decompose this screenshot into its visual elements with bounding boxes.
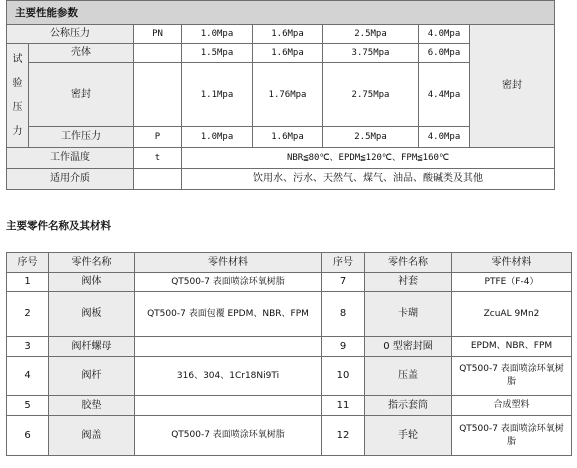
table-row <box>7 357 572 396</box>
shell-value: 6.0Mpa <box>419 44 470 63</box>
cell-part: 衬套 <box>365 273 452 292</box>
seal-label: 密封 <box>29 63 134 127</box>
cell-material: 316、304、1Cr18Ni9Ti <box>135 357 322 396</box>
pn-label: 公称压力 <box>7 25 134 44</box>
header-index: 序号 <box>322 253 365 273</box>
cell-index: 4 <box>7 357 49 396</box>
performance-title: 主要性能参数 <box>7 1 555 25</box>
header-index: 序号 <box>7 253 49 273</box>
shell-value: 1.6Mpa <box>253 44 323 63</box>
cell-material: QT500-7 表面喷涂环氧树脂 <box>452 416 572 456</box>
pn-value: 4.0Mpa <box>419 25 470 44</box>
table-row <box>7 396 572 416</box>
seal-value: 1.76Mpa <box>253 63 323 127</box>
seal-value: 1.1Mpa <box>182 63 253 127</box>
seal-code <box>134 63 182 127</box>
cell-material <box>135 396 322 416</box>
cell-index: 5 <box>7 396 49 416</box>
shell-value: 3.75Mpa <box>323 44 419 63</box>
cell-index: 7 <box>322 273 365 292</box>
cell-part: 卡瑚 <box>365 292 452 337</box>
cell-part: 0 型密封圈 <box>365 337 452 357</box>
work-temp-label: 工作温度 <box>7 148 134 169</box>
test-pressure-label <box>7 44 29 148</box>
test-pressure-char: 试 <box>12 53 23 65</box>
cell-part: 指示套筒 <box>365 396 452 416</box>
cell-index: 3 <box>7 337 49 357</box>
cell-material: EPDM、NBR、FPM <box>452 337 572 357</box>
cell-material: ZcuAL 9Mn2 <box>452 292 572 337</box>
shell-code <box>134 44 182 63</box>
work-temp-value: NBR≦80℃、EPDM≦120℃、FPM≦160℃ <box>182 148 555 169</box>
header-part-name: 零件名称 <box>365 253 452 273</box>
cell-material <box>135 337 322 357</box>
cell-index: 12 <box>322 416 365 456</box>
parts-table <box>6 252 572 456</box>
cell-index: 2 <box>7 292 49 337</box>
work-pressure-value: 4.0Mpa <box>419 127 470 148</box>
work-pressure-value: 1.0Mpa <box>182 127 253 148</box>
test-pressure-char: 验 <box>12 77 23 89</box>
cell-part: 手轮 <box>365 416 452 456</box>
work-pressure-label: 工作压力 <box>29 127 134 148</box>
pn-value: 1.6Mpa <box>253 25 323 44</box>
pn-code: PN <box>134 25 182 44</box>
cell-part: 阀体 <box>49 273 135 292</box>
work-temp-code: t <box>134 148 182 169</box>
test-pressure-char: 压 <box>12 101 23 113</box>
work-pressure-value: 1.6Mpa <box>253 127 323 148</box>
seal-value: 4.4Mpa <box>419 63 470 127</box>
shell-value: 1.5Mpa <box>182 44 253 63</box>
cell-material: QT500-7 表面喷涂环氧树脂 <box>135 273 322 292</box>
shell-label: 壳体 <box>29 44 134 63</box>
cell-material: QT500-7 表面喷涂环氧树脂 <box>135 416 322 456</box>
performance-table <box>6 0 555 190</box>
cell-index: 8 <box>322 292 365 337</box>
cell-part: 阀杆 <box>49 357 135 396</box>
cell-material: QT500-7 表面包覆 EPDM、NBR、FPM <box>135 292 322 337</box>
pn-value: 2.5Mpa <box>323 25 419 44</box>
work-pressure-value: 2.5Mpa <box>323 127 419 148</box>
cell-part: 阀盖 <box>49 416 135 456</box>
test-pressure-char: 力 <box>12 125 23 137</box>
table-row <box>7 292 572 337</box>
table-row <box>7 273 572 292</box>
pn-value: 1.0Mpa <box>182 25 253 44</box>
media-code <box>134 169 182 190</box>
cell-part: 压盖 <box>365 357 452 396</box>
cell-material: PTFE（F-4） <box>452 273 572 292</box>
cell-material: 合成塑料 <box>452 396 572 416</box>
cell-part: 阀板 <box>49 292 135 337</box>
header-material: 零件材料 <box>452 253 572 273</box>
table-row <box>7 416 572 456</box>
seal-side-cell: 密封 <box>470 25 555 148</box>
header-part-name: 零件名称 <box>49 253 135 273</box>
cell-material: QT500-7 表面喷涂环氧树脂 <box>452 357 572 396</box>
work-pressure-code: P <box>134 127 182 148</box>
cell-part: 胶垫 <box>49 396 135 416</box>
media-label: 适用介质 <box>7 169 134 190</box>
parts-title: 主要零件名称及其材料 <box>6 220 111 232</box>
media-value: 饮用水、污水、天然气、煤气、油品、酸碱类及其他 <box>182 169 555 190</box>
seal-value: 2.75Mpa <box>323 63 419 127</box>
cell-index: 6 <box>7 416 49 456</box>
table-row <box>7 337 572 357</box>
cell-index: 9 <box>322 337 365 357</box>
cell-index: 10 <box>322 357 365 396</box>
cell-index: 1 <box>7 273 49 292</box>
cell-part: 阀杆螺母 <box>49 337 135 357</box>
header-material: 零件材料 <box>135 253 322 273</box>
cell-index: 11 <box>322 396 365 416</box>
